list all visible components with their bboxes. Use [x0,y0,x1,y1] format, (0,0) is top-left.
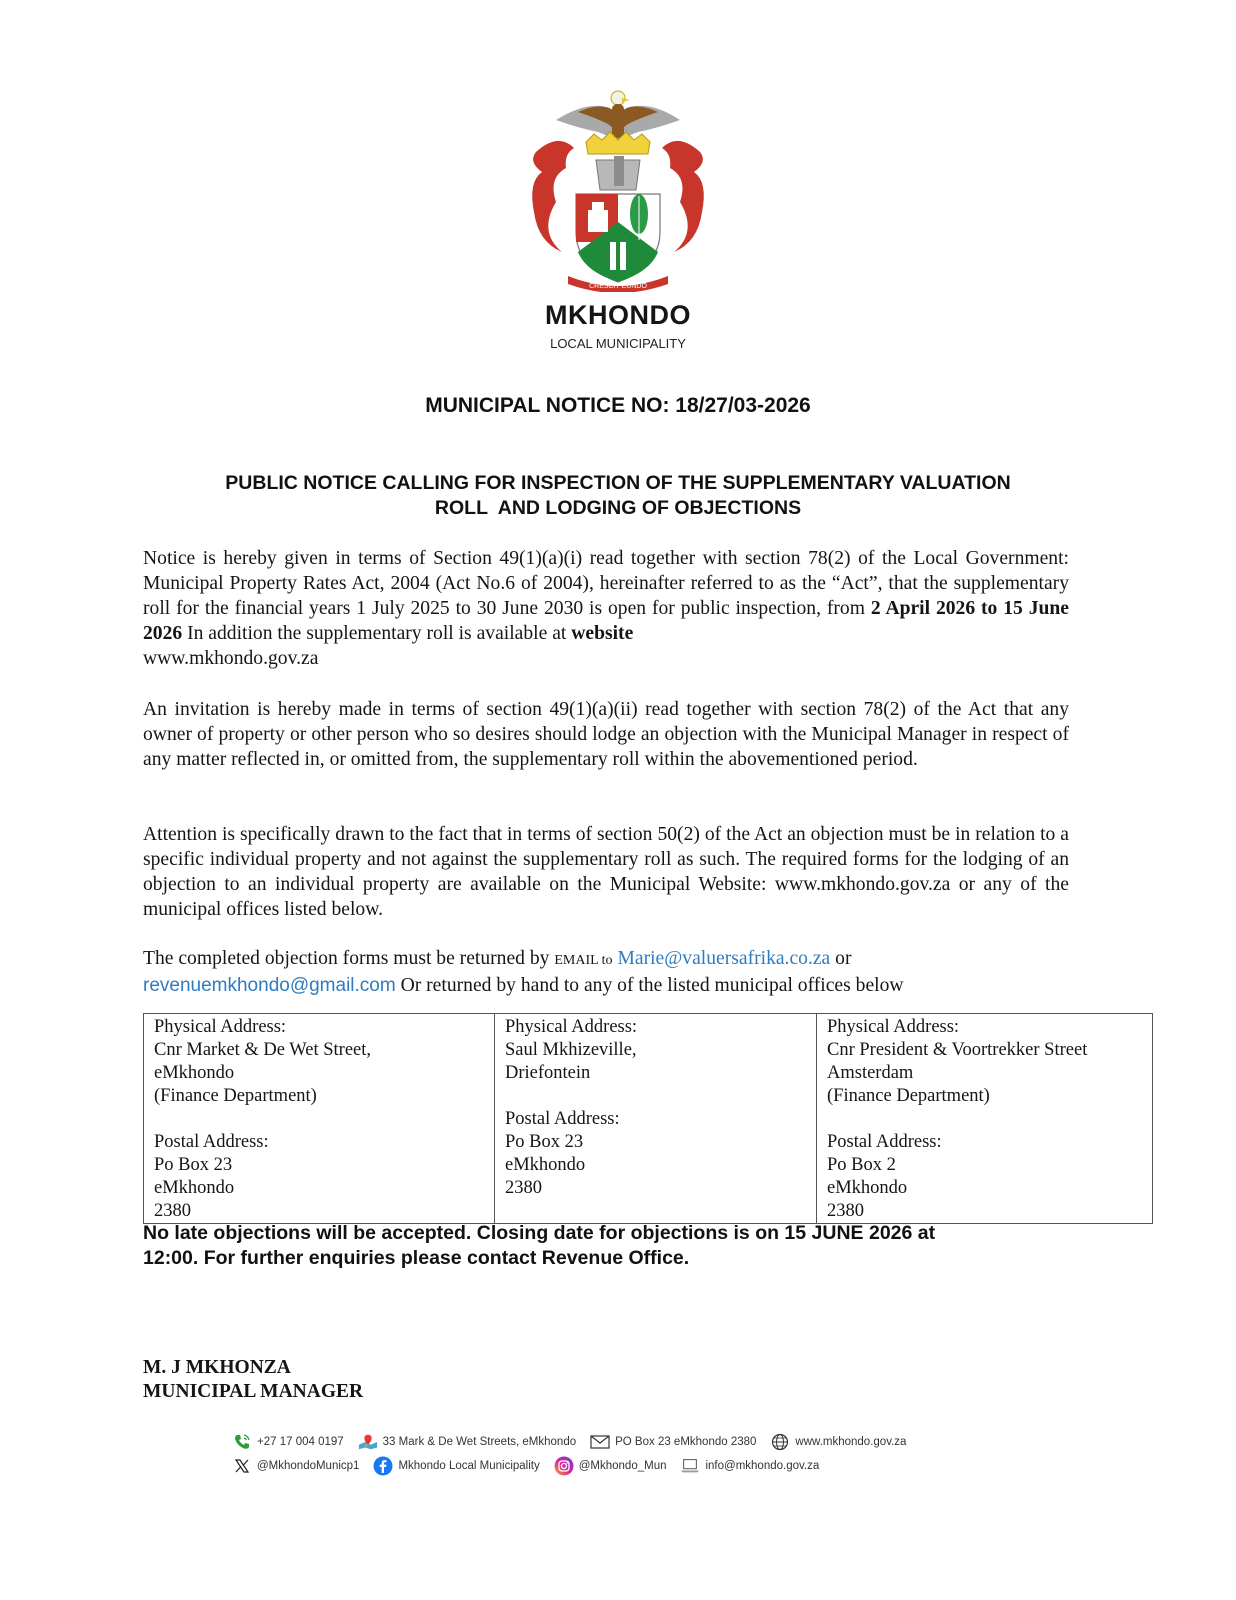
instagram-icon [554,1456,574,1476]
x-twitter-icon [232,1456,252,1476]
address-line: Cnr Market & De Wet Street, [154,1040,372,1060]
signatory-name: M. J MKHONZA [143,1357,291,1378]
envelope-icon [590,1432,610,1452]
map-pin-icon [358,1432,378,1452]
p1-text-a: Notice is hereby given in terms of Section 49(1)(a)(i) read together with section 78(2) of the Local Government: Municipal Property Rates Act, 2004 (Act No.6 of 2004), hereinafter referred to as the “Act”, that the supplementary roll for the financial years 1 July 2025 to 30 June 2030 is open for public inspection, from [143,548,1069,619]
footer-address: 33 Mark & De Wet Streets, eMkhondo [358,1432,576,1452]
phone-icon [232,1432,252,1452]
address-line: (Finance Department) [827,1086,990,1106]
closing-statement [143,1221,1063,1271]
postal-label: Postal Address: [505,1109,620,1129]
address-line: 2380 [154,1201,191,1221]
notice-title [150,471,1086,521]
physical-label: Physical Address: [505,1017,638,1037]
paragraph-attention: Attention is specifically drawn to the fact that in terms of section 50(2) of the Act an objection must be in relation to a specific individual property and not against the supplementary roll as such. The required forms for the lodging of an objection to an individual property are available on the Municipal Website: www.mkhondo.gov.za or any of the municipal offices listed below. [143,824,1069,920]
paragraph-invitation: An invitation is hereby made in terms of section 49(1)(a)(ii) read together with section 78(2) of the Act that any owner of property or other person who so desires should lodge an objection with the Municipal Manager in respect of any matter reflected in, or omitted from, the supplementary roll within the abovementioned period. [143,699,1069,770]
email-label: EMAIL to [554,953,613,968]
table-row [144,1014,1153,1224]
notice-title-line2: ROLL AND LODGING OF OBJECTIONS [434,497,802,519]
p4-text-a: The completed objection forms must be returned by [143,948,555,969]
footer-email[interactable]: info@mkhondo.gov.za [680,1456,819,1476]
address-line: Po Box 23 [505,1132,584,1152]
address-line: Po Box 2 [827,1155,896,1175]
p4-text-b: Or returned by hand to any of the listed municipal offices below [395,975,904,996]
paragraph-return-forms [143,946,1069,998]
postal-label: Postal Address: [154,1132,269,1152]
office-cell-driefontein [495,1014,817,1224]
offices-table [143,1013,1153,1224]
email-link-valuers[interactable]: Marie@valuersafrika.co.za [617,948,831,969]
p1-website-label: website [571,623,634,644]
address-line: Po Box 23 [154,1155,233,1175]
address-line: eMkhondo [154,1063,235,1083]
email-link-revenue[interactable]: revenuemkhondo@gmail.com [143,975,396,996]
signatory-title: MUNICIPAL MANAGER [143,1381,364,1402]
footer-facebook[interactable]: Mkhondo Local Municipality [373,1456,539,1476]
office-cell-amsterdam [817,1014,1153,1224]
footer-phone[interactable]: +27 17 004 0197 [232,1432,344,1452]
p4-or: or [830,948,852,969]
footer-postal: PO Box 23 eMkhondo 2380 [590,1432,756,1452]
inspection-dates: 2 April 2026 to 15 June 2026 [143,598,1069,644]
physical-label: Physical Address: [827,1017,960,1037]
footer-row-2 [232,1454,992,1478]
office-cell-emkhondo [144,1014,495,1224]
address-line: 2380 [827,1201,864,1221]
physical-label: Physical Address: [154,1017,287,1037]
address-line: eMkhondo [505,1155,586,1175]
laptop-icon [680,1456,700,1476]
address-line: eMkhondo [154,1178,235,1198]
website-url[interactable]: www.mkhondo.gov.za [143,648,319,669]
closing-line2: 12:00. For further enquiries please contact Revenue Office. [143,1247,690,1269]
signature-block [143,1356,363,1404]
footer-instagram[interactable]: @Mkhondo_Mun [554,1456,667,1476]
address-line: eMkhondo [827,1178,908,1198]
facebook-icon [373,1456,393,1476]
crest-icon [518,82,718,292]
globe-icon [770,1432,790,1452]
municipal-crest-logo [518,82,718,292]
address-line: Driefontein [505,1063,591,1083]
org-name: MKHONDO [545,300,691,330]
address-line: Saul Mkhizeville, [505,1040,637,1060]
contact-footer [232,1430,992,1478]
notice-title-line1: PUBLIC NOTICE CALLING FOR INSPECTION OF THE SUPPLEMENTARY VALUATION [225,472,1011,494]
paragraph-inspection [143,546,1069,671]
footer-website[interactable]: www.mkhondo.gov.za [770,1432,906,1452]
address-line: 2380 [505,1178,542,1198]
org-subtitle: LOCAL MUNICIPALITY [550,336,686,351]
footer-row-1 [232,1430,992,1454]
svg-text:CRESCIT EUNDO: CRESCIT EUNDO [589,283,647,290]
address-line: (Finance Department) [154,1086,317,1106]
postal-label: Postal Address: [827,1132,942,1152]
footer-x-handle[interactable]: @MkhondoMunicp1 [232,1456,359,1476]
address-line: Cnr President & Voortrekker Street [827,1040,1088,1060]
address-line: Amsterdam [827,1063,914,1083]
p1-text-b: In addition the supplementary roll is available at [182,623,572,644]
closing-line1: No late objections will be accepted. Closing date for objections is on 15 JUNE 2026 at [143,1222,936,1244]
notice-number: MUNICIPAL NOTICE NO: 18/27/03-2026 [425,394,811,417]
